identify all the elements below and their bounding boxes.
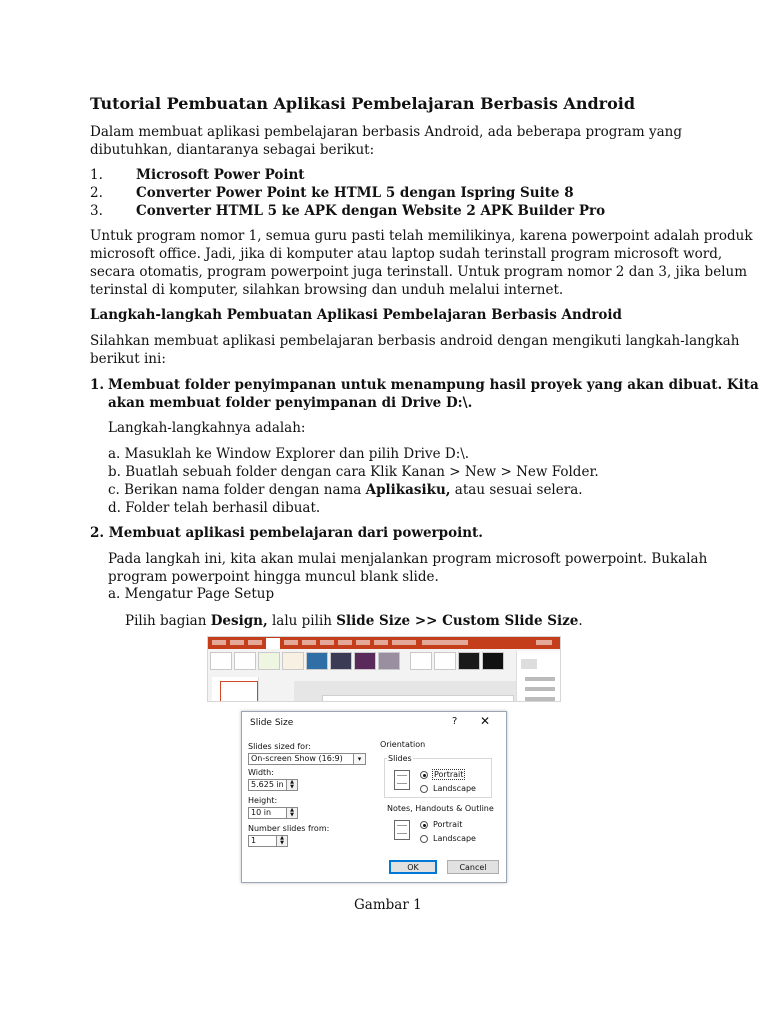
height-input[interactable] (248, 807, 298, 819)
theme-variant (458, 652, 480, 670)
step1-sub-a: a. Masuklah ke Window Explorer dan pilih Drive D:\. (108, 446, 470, 462)
program-number-1: 1. (90, 167, 103, 183)
theme-thumbnail (282, 652, 304, 670)
para1-line-2: microsoft office. Jadi, jika di komputer atau laptop sudah terinstall program microsoft word, (90, 246, 723, 262)
slides-group-label: Slides (388, 754, 412, 763)
ok-button[interactable]: OK (389, 860, 437, 874)
step1-heading-line-1: Membuat folder penyimpanan untuk menampung hasil proyek yang akan dibuat. Kita (108, 377, 759, 393)
ribbon-tab (284, 640, 298, 645)
ribbon-tab-active (266, 638, 280, 649)
para2-line-2: berikut ini: (90, 351, 166, 367)
ribbon-tab (338, 640, 352, 645)
step1-sub-d: d. Folder telah berhasil dibuat. (108, 500, 321, 516)
slide-thumbnail (220, 681, 258, 702)
number-value: 1 (251, 836, 257, 845)
step2-line-1: Pada langkah ini, kita akan mulai menjalankan program microsoft powerpoint. Bukalah (108, 551, 708, 567)
theme-thumbnail (258, 652, 280, 670)
theme-thumbnail (210, 652, 232, 670)
step2-sub-a: a. Mengatur Page Setup (108, 586, 275, 602)
step1-number: 1. (90, 377, 105, 393)
ribbon-tab-bar (208, 637, 560, 649)
sized-for-value: On-screen Show (16:9) (251, 754, 343, 763)
slide-size-dropdown (516, 651, 561, 702)
step1-heading-line-2: akan membuat folder penyimpanan di Drive D:\. (108, 395, 473, 411)
instr-pre: Pilih bagian (125, 613, 211, 629)
notes-portrait-radio[interactable] (420, 821, 428, 829)
sub-c-text: c. Berikan nama folder dengan nama (108, 482, 366, 498)
theme-variant (410, 652, 432, 670)
chevron-down-icon: ▾ (353, 754, 365, 764)
ribbon-tab (392, 640, 416, 645)
slides-portrait-radio[interactable] (420, 771, 428, 779)
ribbon-tab (248, 640, 262, 645)
theme-thumbnail (354, 652, 376, 670)
theme-thumbnail (378, 652, 400, 670)
height-value: 10 in (251, 808, 272, 817)
theme-gallery (210, 652, 510, 674)
para2-line-1: Silahkan membuat aplikasi pembelajaran berbasis android dengan mengikuti langkah-langkah (90, 333, 740, 349)
notes-landscape-radio[interactable] (420, 835, 428, 843)
instr-slide-size: Slide Size >> Custom Slide Size (336, 613, 579, 629)
instr-post: . (578, 613, 583, 629)
notes-portrait-label: Portrait (433, 820, 463, 829)
para1-line-1: Untuk program nomor 1, semua guru pasti telah memilikinya, karena powerpoint adalah produk (90, 228, 753, 244)
help-button[interactable]: ? (452, 716, 458, 727)
cancel-button[interactable]: Cancel (447, 860, 499, 874)
slide-size-icon (521, 659, 537, 669)
step1-sub-c (108, 481, 583, 499)
sub-c-suffix: atau sesuai selera. (450, 482, 583, 498)
figure-caption: Gambar 1 (354, 897, 422, 913)
para1-line-3: secara otomatis, program powerpoint juga terinstall. Untuk program nomor 2 dan 3, jika belum (90, 264, 748, 280)
height-label: Height: (248, 796, 278, 805)
menu-option (525, 677, 555, 681)
slide-thumbnail-pane (212, 677, 259, 701)
ribbon-tab (320, 640, 334, 645)
orientation-label: Orientation (380, 740, 426, 749)
document-icon (394, 820, 410, 840)
ribbon-share (536, 640, 552, 645)
ribbon-tab (212, 640, 226, 645)
step2-instruction (125, 612, 583, 630)
program-item-3: Converter HTML 5 ke APK dengan Website 2 APK Builder Pro (136, 203, 606, 219)
theme-variant (482, 652, 504, 670)
folder-name: Aplikasiku, (365, 482, 451, 498)
document-title: Tutorial Pembuatan Aplikasi Pembelajaran Berbasis Android (90, 94, 636, 113)
instr-design: Design, (210, 613, 268, 629)
para1-line-4: terinstal di komputer, silahkan browsing dan unduh melalui internet. (90, 282, 564, 298)
close-icon[interactable]: ✕ (480, 714, 491, 728)
notes-handouts-label: Notes, Handouts & Outline (387, 804, 494, 813)
ribbon-tab (230, 640, 244, 645)
width-label: Width: (248, 768, 274, 777)
theme-thumbnail (330, 652, 352, 670)
menu-option (525, 697, 555, 701)
slides-sized-for-label: Slides sized for: (248, 742, 311, 751)
ribbon-tab (356, 640, 370, 645)
ribbon-tell-me (422, 640, 468, 645)
slides-sized-for-select[interactable] (248, 753, 366, 765)
program-item-2: Converter Power Point ke HTML 5 dengan Ispring Suite 8 (136, 185, 574, 201)
section-heading: Langkah-langkah Pembuatan Aplikasi Pembelajaran Berbasis Android (90, 307, 622, 323)
blank-slide (322, 695, 514, 702)
slide-size-dialog (241, 711, 507, 883)
theme-variant (434, 652, 456, 670)
instr-mid: lalu pilih (267, 613, 337, 629)
step1-sub-b: b. Buatlah sebuah folder dengan cara Klik Kanan > New > New Folder. (108, 464, 599, 480)
step2-line-2: program powerpoint hingga muncul blank slide. (108, 569, 439, 585)
number-slides-from-label: Number slides from: (248, 824, 330, 833)
spinner-icon[interactable]: ▲ ▼ (286, 780, 297, 790)
powerpoint-ribbon-screenshot (207, 636, 561, 702)
dialog-title: Slide Size (250, 718, 294, 728)
slides-landscape-label: Landscape (433, 784, 476, 793)
spinner-icon[interactable]: ▲ ▼ (286, 808, 297, 818)
theme-thumbnail (306, 652, 328, 670)
ribbon-tab (374, 640, 388, 645)
program-item-1: Microsoft Power Point (136, 167, 305, 183)
step2-heading: 2. Membuat aplikasi pembelajaran dari powerpoint. (90, 525, 483, 541)
width-value: 5.625 in (251, 780, 284, 789)
notes-landscape-label: Landscape (433, 834, 476, 843)
program-number-2: 2. (90, 185, 103, 201)
document-icon (394, 770, 410, 790)
ribbon-tab (302, 640, 316, 645)
slides-portrait-label: Portrait (434, 770, 464, 779)
intro-line-2: dibutuhkan, diantaranya sebagai berikut: (90, 142, 375, 158)
number-slides-from-input[interactable] (248, 835, 288, 847)
step1-intro: Langkah-langkahnya adalah: (108, 420, 306, 436)
program-number-3: 3. (90, 203, 103, 219)
slides-landscape-radio[interactable] (420, 785, 428, 793)
width-input[interactable] (248, 779, 298, 791)
menu-option (525, 687, 555, 691)
intro-line-1: Dalam membuat aplikasi pembelajaran berbasis Android, ada beberapa program yang (90, 124, 682, 140)
spinner-icon[interactable]: ▲ ▼ (276, 836, 287, 846)
theme-thumbnail (234, 652, 256, 670)
